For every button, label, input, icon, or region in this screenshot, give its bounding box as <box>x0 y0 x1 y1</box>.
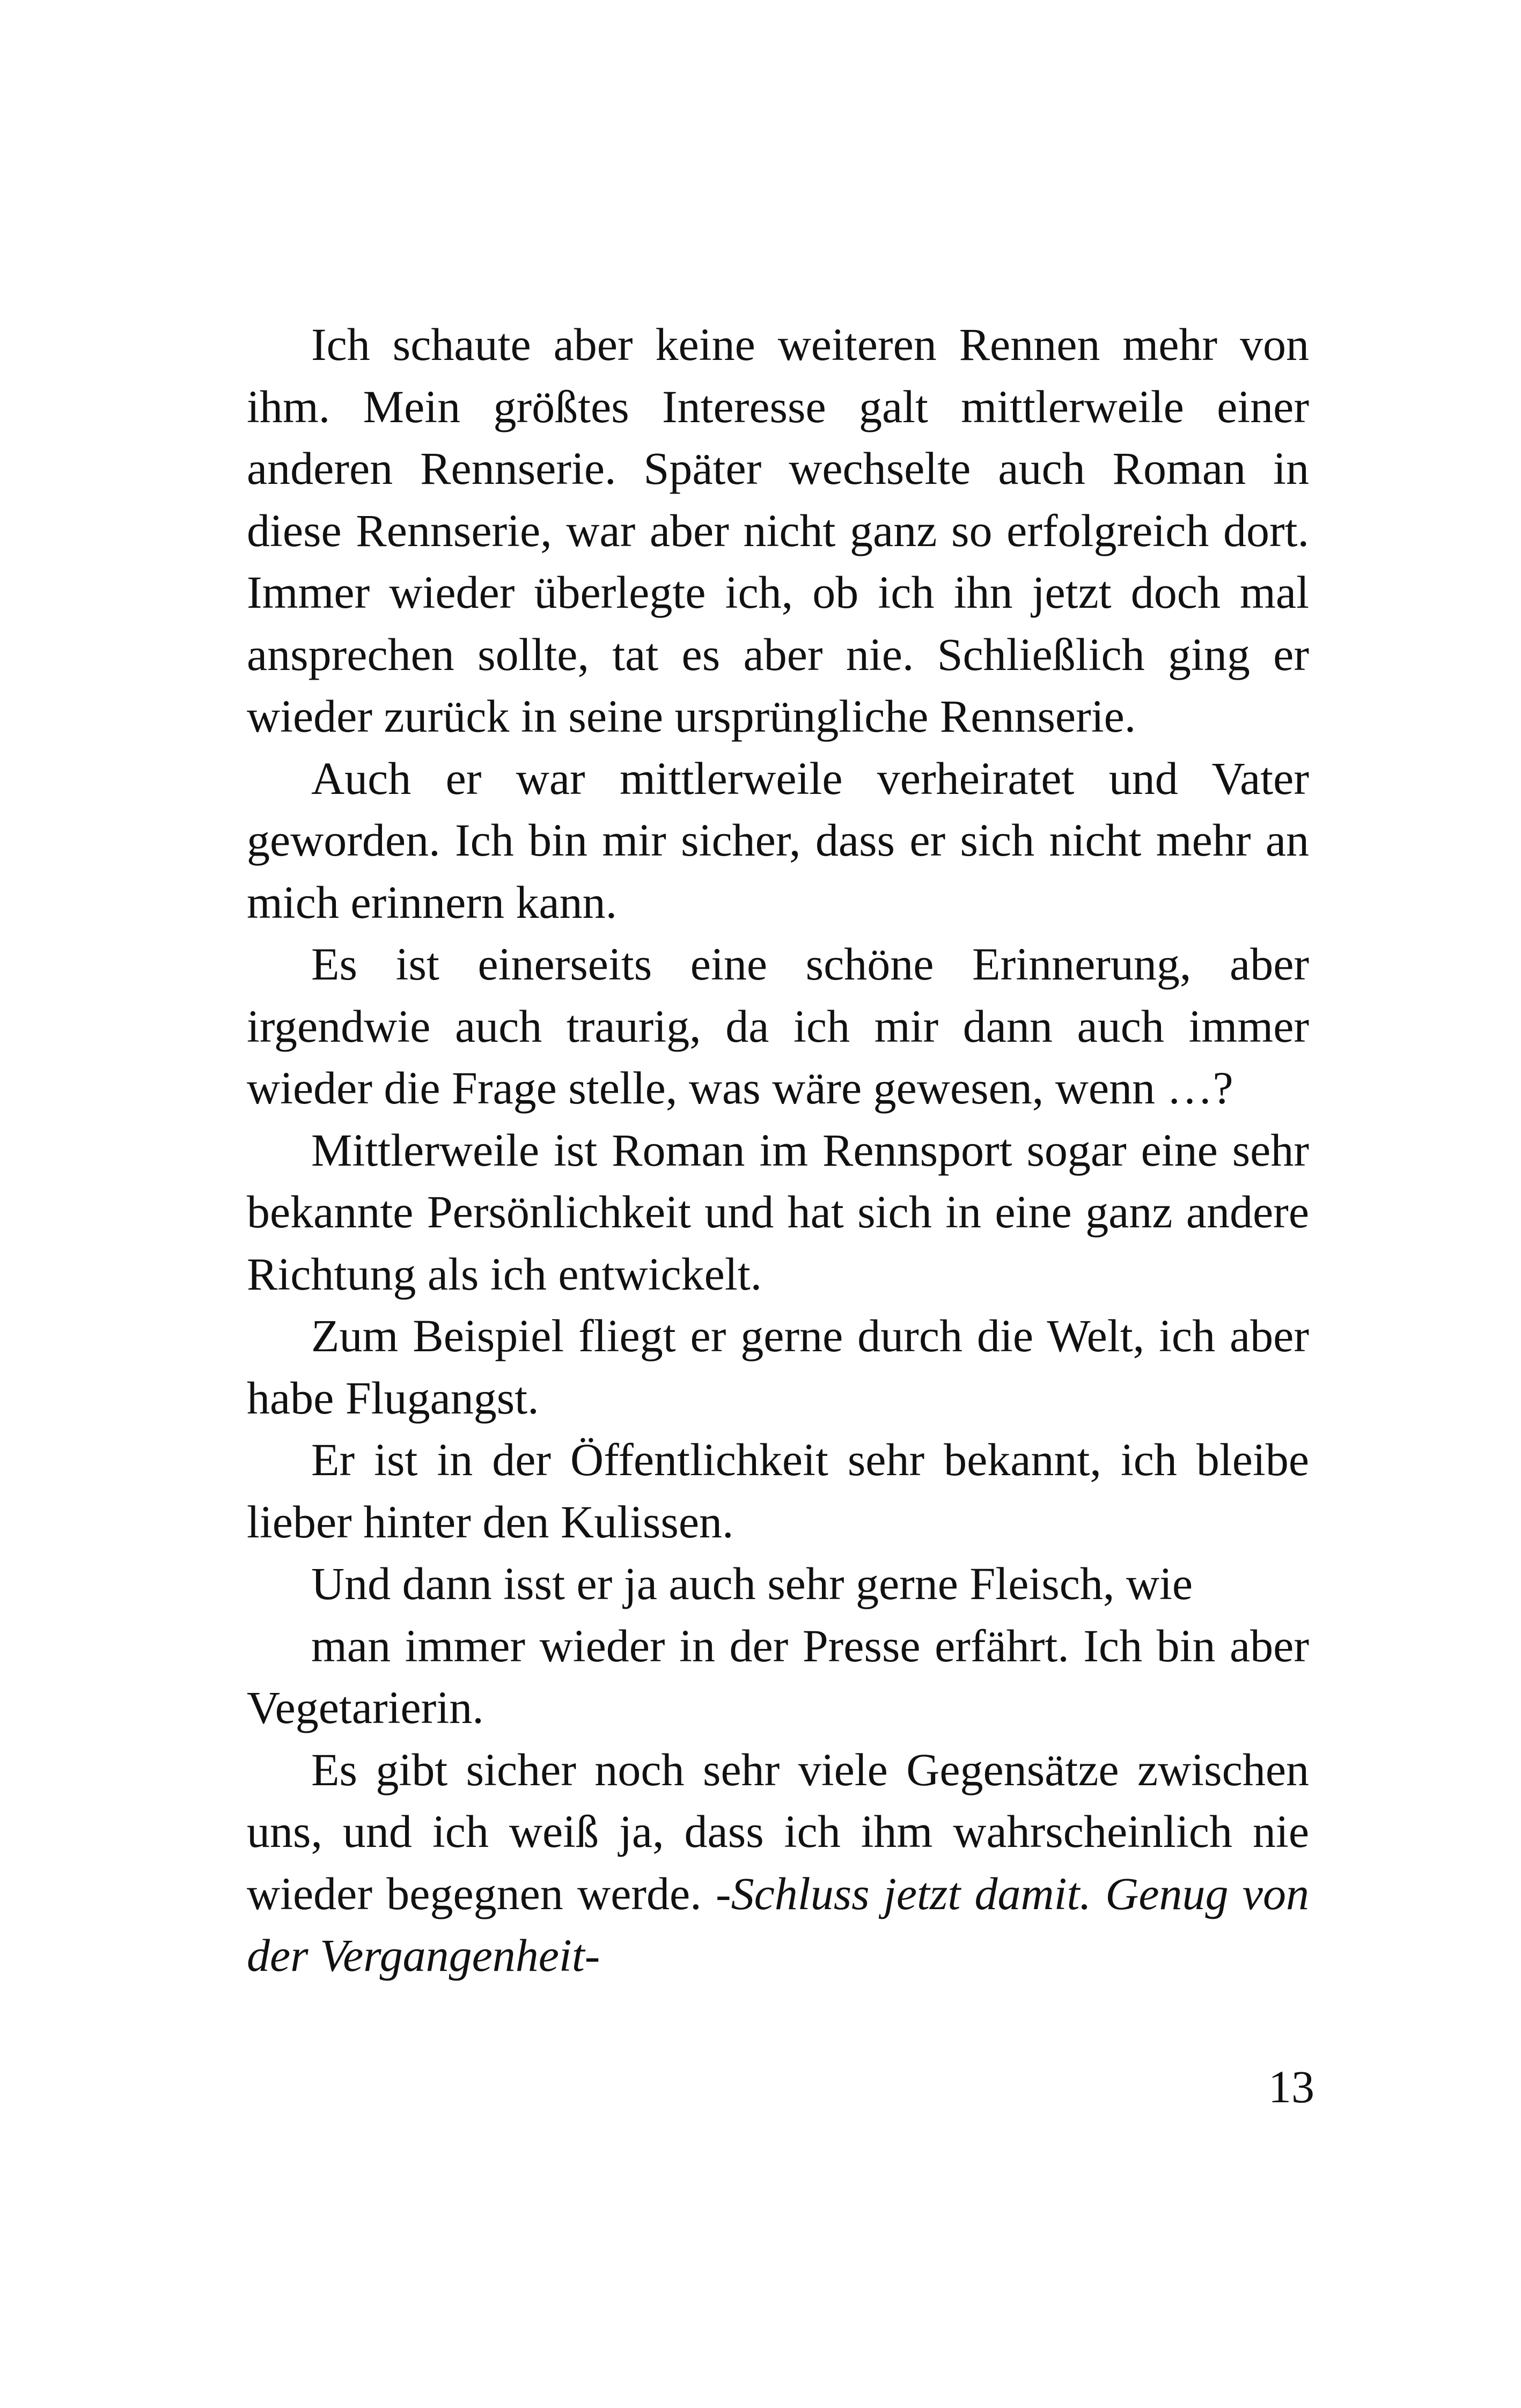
paragraph-final <box>247 1739 1309 1987</box>
paragraph: Er ist in der Öffentlichkeit sehr bekannt, ich bleibe lieber hinter den Kulissen. <box>247 1434 1309 1548</box>
page-number: 13 <box>1268 2061 1314 2112</box>
paragraph: Mittlerweile ist Roman im Rennsport sogar eine sehr bekannte Persönlichkeit und hat sich in eine ganz andere Richtung als ich entwickelt. <box>247 1124 1309 1300</box>
italic-inner-thought: -Schluss jetzt damit. Genug von der Vergangenheit- <box>247 1867 1309 1981</box>
paragraph: man immer wieder in der Presse erfährt. Ich bin aber Vegetarierin. <box>247 1619 1309 1733</box>
paragraph: Es ist einerseits eine schöne Erinnerung, aber irgendwie auch traurig, da ich mir dann auch immer wieder die Frage stelle, was wäre gewesen, wenn …? <box>247 938 1309 1114</box>
body-text <box>247 314 1309 1987</box>
paragraph: Ich schaute aber keine weiteren Rennen mehr von ihm. Mein größtes Interesse galt mittlerweile einer anderen Rennserie. Später wechselte auch Roman in diese Rennserie, war aber nicht ganz so erfolgreich dort. Immer wieder überlegte ich, ob ich ihn jetzt doch mal ansprechen sollte, tat es aber nie. Schließlich ging er wieder zurück in seine ursprüngliche Rennserie. <box>247 319 1309 742</box>
paragraph: Auch er war mittlerweile verheiratet und Vater geworden. Ich bin mir sicher, dass er sich nicht mehr an mich erinnern kann. <box>247 752 1309 928</box>
paragraph: Zum Beispiel fliegt er gerne durch die Welt, ich aber habe Flugangst. <box>247 1310 1309 1424</box>
paragraph-final-text: Es gibt sicher noch sehr viele Gegensätze zwischen uns, und ich weiß ja, dass ich ihm wahrscheinlich nie wieder begegnen werde. <box>247 1743 1309 1919</box>
paragraph: Und dann isst er ja auch sehr gerne Fleisch, wie <box>311 1558 1193 1609</box>
